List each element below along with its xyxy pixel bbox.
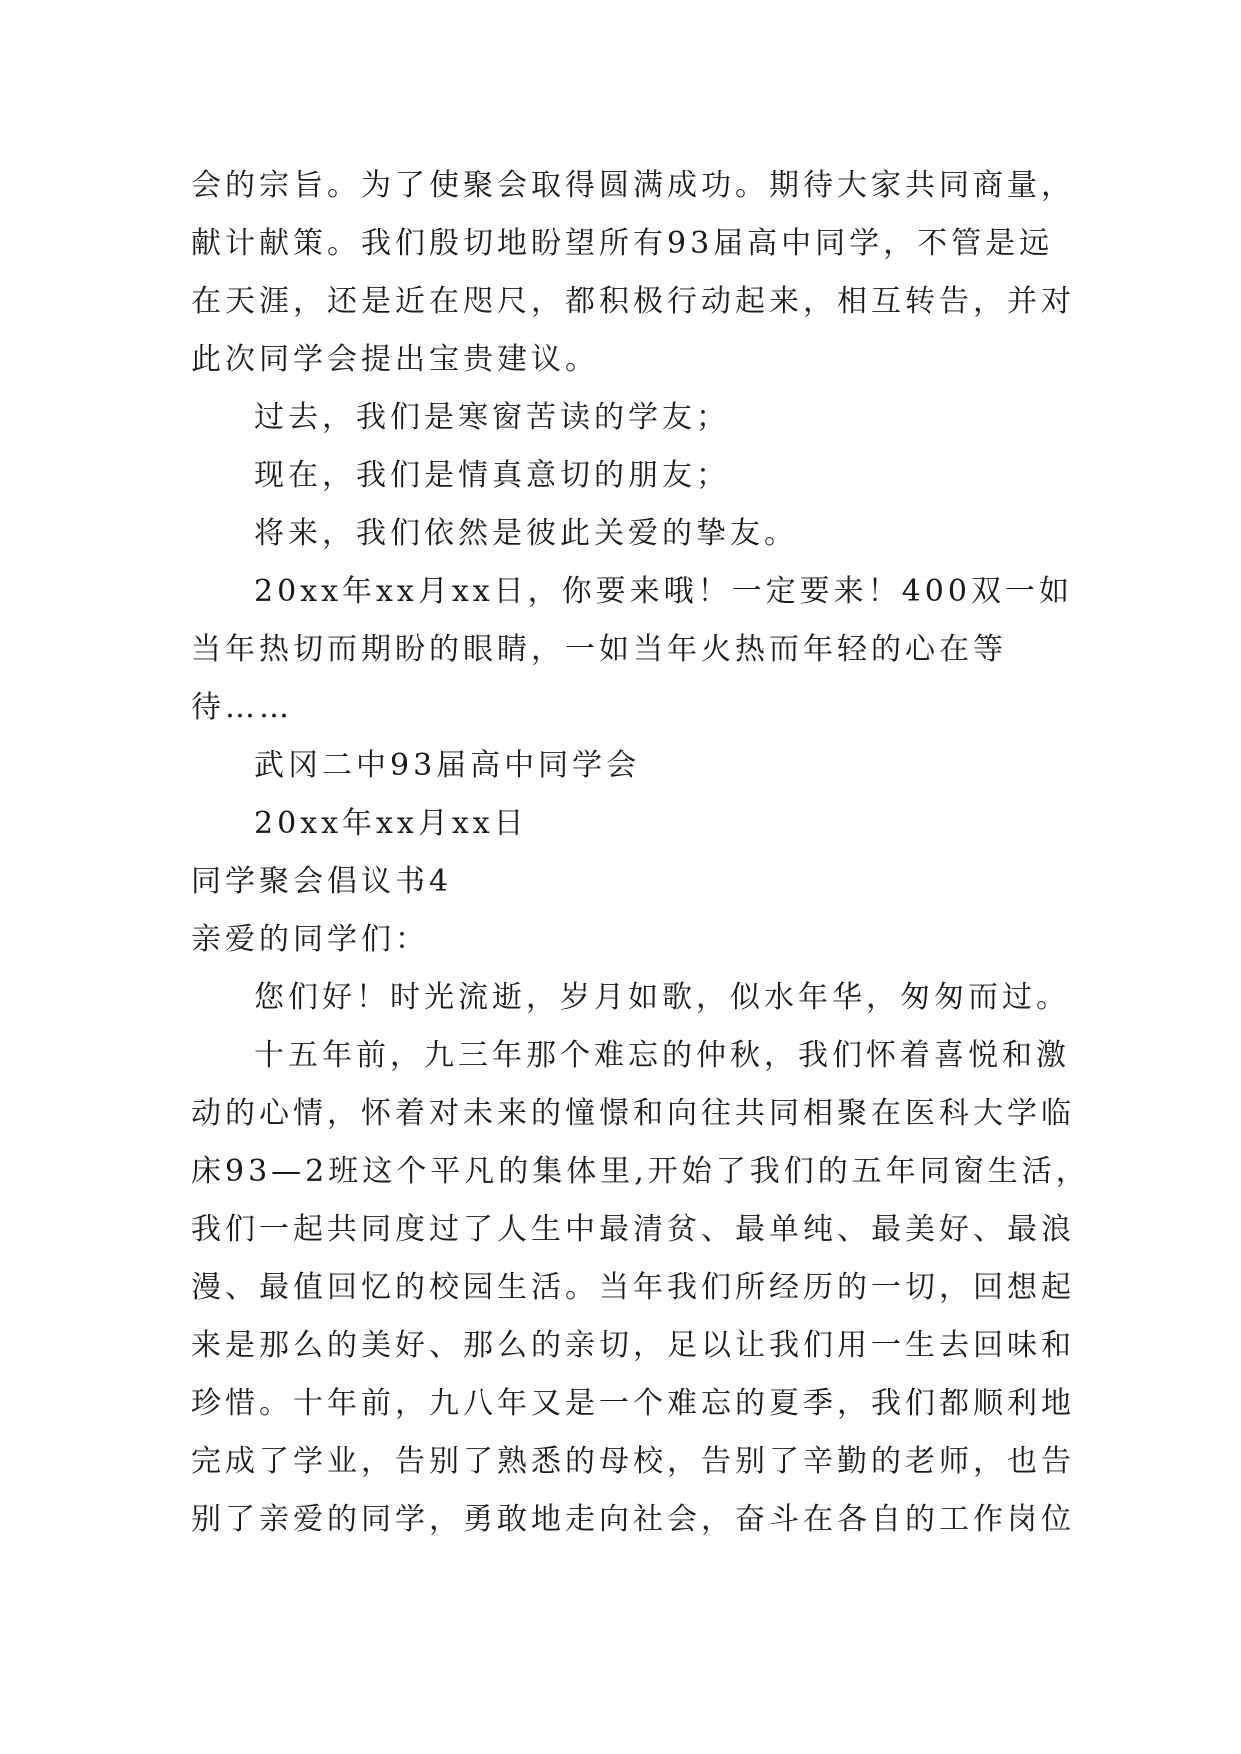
text-line: 漫、最值回忆的校园生活。当年我们所经历的一切，回想起 — [191, 1270, 1075, 1305]
text-line: 过去，我们是寒窗苦读的学友； — [254, 400, 730, 435]
section-heading: 同学聚会倡议书4 — [191, 864, 453, 899]
text-line: 十五年前，九三年那个难忘的仲秋，我们怀着喜悦和激 — [254, 1038, 1070, 1073]
text-line: 当年热切而期盼的眼睛，一如当年火热而年轻的心在等 — [191, 632, 1007, 667]
text-line: 现在，我们是情真意切的朋友； — [254, 458, 730, 493]
text-line: 武冈二中93届高中同学会 — [254, 748, 641, 783]
text-line: 珍惜。十年前，九八年又是一个难忘的夏季，我们都顺利地 — [191, 1386, 1075, 1421]
text-line: 别了亲爱的同学，勇敢地走向社会，奋斗在各自的工作岗位 — [191, 1502, 1075, 1537]
text-line: 会的宗旨。为了使聚会取得圆满成功。期待大家共同商量， — [191, 168, 1075, 203]
text-line: 献计献策。我们殷切地盼望所有93届高中同学，不管是远 — [191, 226, 1054, 261]
salutation: 亲爱的同学们： — [191, 922, 429, 957]
text-line: 动的心情，怀着对未来的憧憬和向往共同相聚在医科大学临 — [191, 1096, 1075, 1131]
text-line: 完成了学业，告别了熟悉的母校，告别了辛勤的老师，也告 — [191, 1444, 1075, 1479]
text-line: 来是那么的美好、那么的亲切，足以让我们用一生去回味和 — [191, 1328, 1075, 1363]
text-line: 20xx年xx月xx日，你要来哦！一定要来！400双一如 — [254, 574, 1073, 609]
text-line: 20xx年xx月xx日 — [254, 806, 528, 841]
text-line: 此次同学会提出宝贵建议。 — [191, 342, 599, 377]
text-line: 我们一起共同度过了人生中最清贫、最单纯、最美好、最浪 — [191, 1212, 1075, 1247]
text-line: 床93—2班这个平凡的集体里,开始了我们的五年同窗生活， — [191, 1154, 1090, 1189]
text-line: 您们好！时光流逝，岁月如歌，似水年华，匆匆而过。 — [254, 980, 1070, 1015]
text-line: 待…… — [191, 690, 293, 725]
text-line: 在天涯，还是近在咫尺，都积极行动起来，相互转告，并对 — [191, 284, 1075, 319]
text-line: 将来，我们依然是彼此关爱的挚友。 — [254, 516, 798, 551]
